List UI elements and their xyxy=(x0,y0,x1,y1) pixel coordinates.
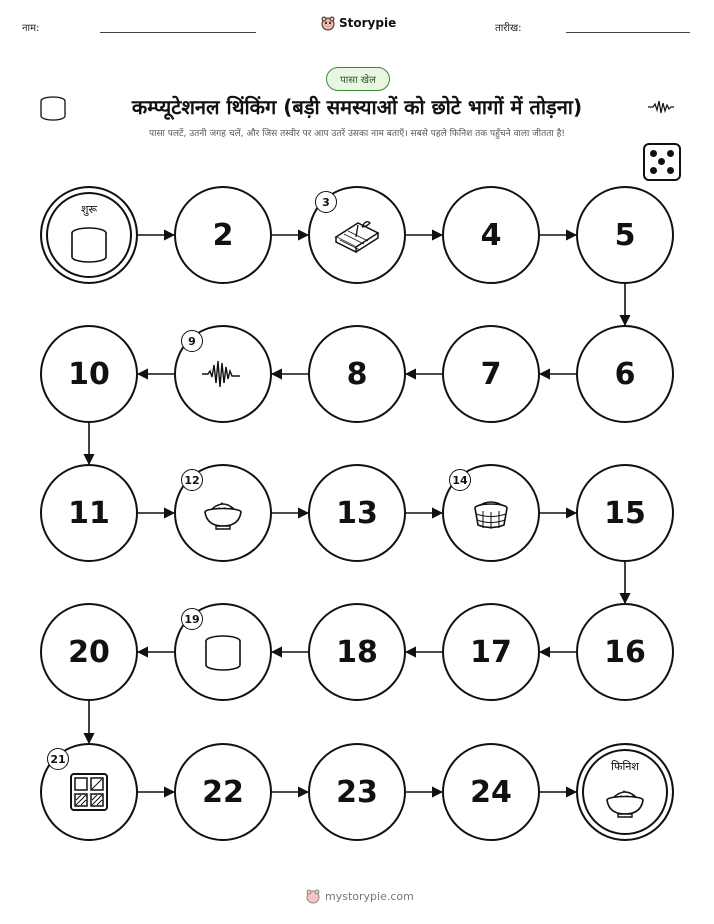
start-square[interactable] xyxy=(40,186,138,284)
square-number: 8 xyxy=(346,356,368,392)
coin-stack-icon xyxy=(200,629,246,675)
square-number: 16 xyxy=(604,634,646,670)
square-number: 23 xyxy=(336,774,378,810)
square-number: 22 xyxy=(202,774,244,810)
board-square-6[interactable] xyxy=(576,325,674,423)
worksheet-title: कम्प्यूटेशनल थिंकिंग (बड़ी समस्याओं को छोटे भागों में तोड़ना) xyxy=(131,94,583,119)
instructions: पासा पलटें, उतनी जगह चलें, और जिस तस्वीर पर आप उतरें उसका नाम बताएँ। सबसे पहले फिनिश तक पहुँचने वाला जीतता है! xyxy=(149,129,565,139)
square-number-badge: 19 xyxy=(181,608,203,630)
date-label: तारीख: xyxy=(495,23,522,34)
board-square-8[interactable] xyxy=(308,325,406,423)
start-label: शुरू xyxy=(80,203,98,216)
flour-bowl-icon xyxy=(602,781,648,821)
square-number: 4 xyxy=(480,217,502,253)
board-square-22[interactable] xyxy=(174,743,272,841)
board-square-13[interactable] xyxy=(308,464,406,562)
money-bundle-icon xyxy=(332,215,382,255)
board-square-17[interactable] xyxy=(442,603,540,701)
basket-icon xyxy=(468,493,514,533)
board-square-24[interactable] xyxy=(442,743,540,841)
board-square-2[interactable] xyxy=(174,186,272,284)
square-number: 20 xyxy=(68,634,110,670)
square-number-badge: 3 xyxy=(315,191,337,213)
sound-wave-icon xyxy=(200,354,246,394)
window-tiles-icon xyxy=(67,770,111,814)
flour-bowl-icon xyxy=(200,493,246,533)
footer xyxy=(305,886,415,906)
square-number: 10 xyxy=(68,356,110,392)
square-number-badge: 21 xyxy=(47,748,69,770)
game-type-badge: पासा खेल xyxy=(326,67,390,91)
footer-url[interactable]: mystorypie.com xyxy=(325,889,414,903)
storypie-mascot-icon xyxy=(305,888,321,904)
square-number-badge: 14 xyxy=(449,469,471,491)
square-number-badge: 9 xyxy=(181,330,203,352)
square-number: 18 xyxy=(336,634,378,670)
square-number: 15 xyxy=(604,495,646,531)
square-number: 7 xyxy=(480,356,502,392)
square-number: 24 xyxy=(470,774,512,810)
square-number: 5 xyxy=(614,217,636,253)
board-square-10[interactable] xyxy=(40,325,138,423)
board-square-11[interactable] xyxy=(40,464,138,562)
board-square-15[interactable] xyxy=(576,464,674,562)
finish-square[interactable] xyxy=(576,743,674,841)
board-square-7[interactable] xyxy=(442,325,540,423)
board-square-23[interactable] xyxy=(308,743,406,841)
square-number-badge: 12 xyxy=(181,469,203,491)
square-number: 13 xyxy=(336,495,378,531)
square-number: 11 xyxy=(68,495,110,531)
brand-name: Storypie xyxy=(339,16,397,30)
coin-stack-icon xyxy=(66,221,112,267)
board-square-4[interactable] xyxy=(442,186,540,284)
board-square-5[interactable] xyxy=(576,186,674,284)
board-square-16[interactable] xyxy=(576,603,674,701)
board-square-18[interactable] xyxy=(308,603,406,701)
square-number: 6 xyxy=(614,356,636,392)
board-square-20[interactable] xyxy=(40,603,138,701)
square-number: 17 xyxy=(470,634,512,670)
name-label: नाम: xyxy=(22,23,40,34)
square-number: 2 xyxy=(212,217,234,253)
finish-label: फिनिश xyxy=(611,760,639,773)
